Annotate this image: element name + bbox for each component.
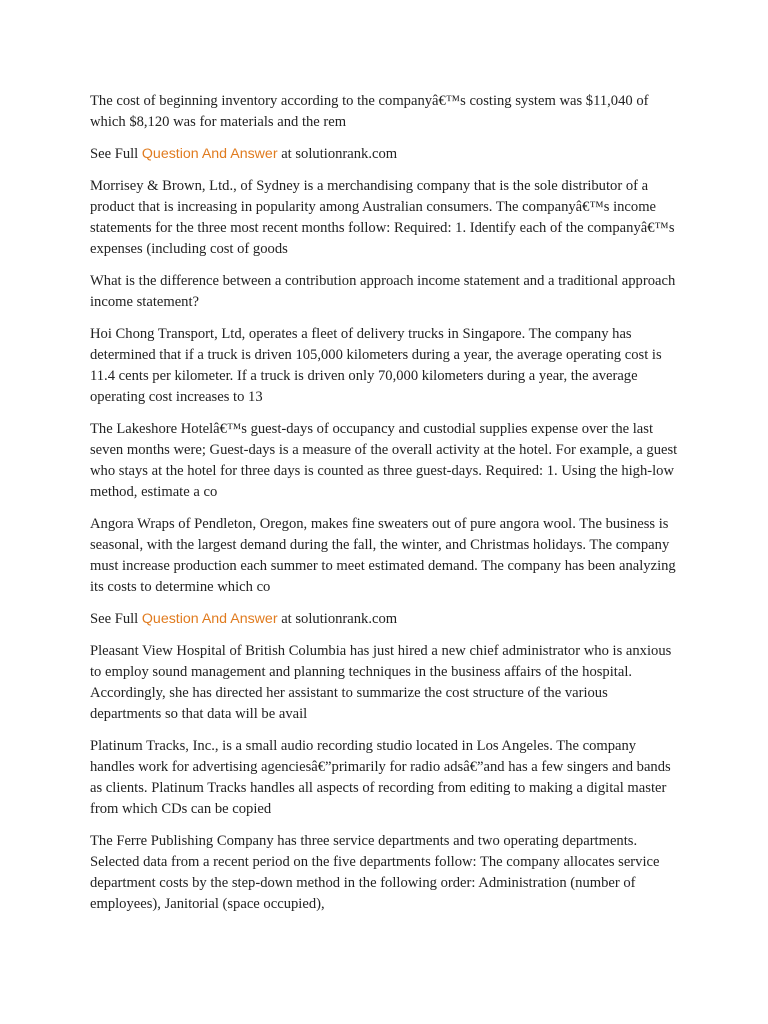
- see-full-line: [90, 609, 680, 630]
- see-full-suffix: at solutionrank.com: [277, 146, 398, 162]
- question-paragraph: The cost of beginning inventory according to the companyâ€™s costing system was $11,040 of which $8,120 was for materials and the rem: [90, 93, 649, 130]
- question-paragraph: The Lakeshore Hotelâ€™s guest-days of occupancy and custodial supplies expense over the last seven months were; Guest-days is a measure of the overall activity at the hotel. For example, a guest who stays at the hotel for three days is counted as three guest-days. Required: 1. Using the high-low method, estimate a co: [90, 421, 678, 500]
- see-full-suffix: at solutionrank.com: [277, 611, 398, 627]
- question-paragraph: Morrisey & Brown, Ltd., of Sydney is a merchandising company that is the sole distributor of a product that is increasing in popularity among Australian consumers. The companyâ€™s income statements for the three most recent months follow: Required: 1. Identify each of the companyâ€™s expenses (including cost of goods: [90, 178, 675, 257]
- question-paragraph: Platinum Tracks, Inc., is a small audio recording studio located in Los Angeles. The company handles work for advertising agenciesâ€”primarily for radio adsâ€”and has a few singers and bands as clients. Platinum Tracks handles all aspects of recording from editing to making a digital master from which CDs can be copied: [90, 738, 671, 817]
- question-paragraph: The Ferre Publishing Company has three service departments and two operating departments. Selected data from a recent period on the five departments follow: The company allocates service department costs by the step-down method in the following order: Administration (number of employees), Janitorial (space occupied),: [90, 833, 660, 912]
- question-paragraph: What is the difference between a contribution approach income statement and a traditional approach income statement?: [90, 273, 676, 310]
- see-full-prefix: See Full: [90, 146, 142, 162]
- question-and-answer-link[interactable]: Question And Answer: [141, 146, 278, 162]
- document-body: [90, 91, 680, 926]
- question-paragraph: Hoi Chong Transport, Ltd, operates a fleet of delivery trucks in Singapore. The company has determined that if a truck is driven 105,000 kilometers during a year, the average operating cost is 11.4 cents per kilometer. If a truck is driven only 70,000 kilometers during a year, the average operating cost increases to 13: [90, 326, 662, 405]
- question-paragraph: Pleasant View Hospital of British Columbia has just hired a new chief administrator who is anxious to employ sound management and planning techniques in the business affairs of the hospital. Accordingly, she has directed her assistant to summarize the cost structure of the various departments so that data will be avail: [90, 643, 672, 722]
- see-full-line: [90, 144, 680, 165]
- question-and-answer-link[interactable]: Question And Answer: [141, 611, 278, 627]
- question-paragraph: Angora Wraps of Pendleton, Oregon, makes fine sweaters out of pure angora wool. The business is seasonal, with the largest demand during the fall, the winter, and Christmas holidays. The company must increase production each summer to meet estimated demand. The company has been analyzing its costs to determine which co: [90, 516, 676, 595]
- see-full-prefix: See Full: [90, 611, 142, 627]
